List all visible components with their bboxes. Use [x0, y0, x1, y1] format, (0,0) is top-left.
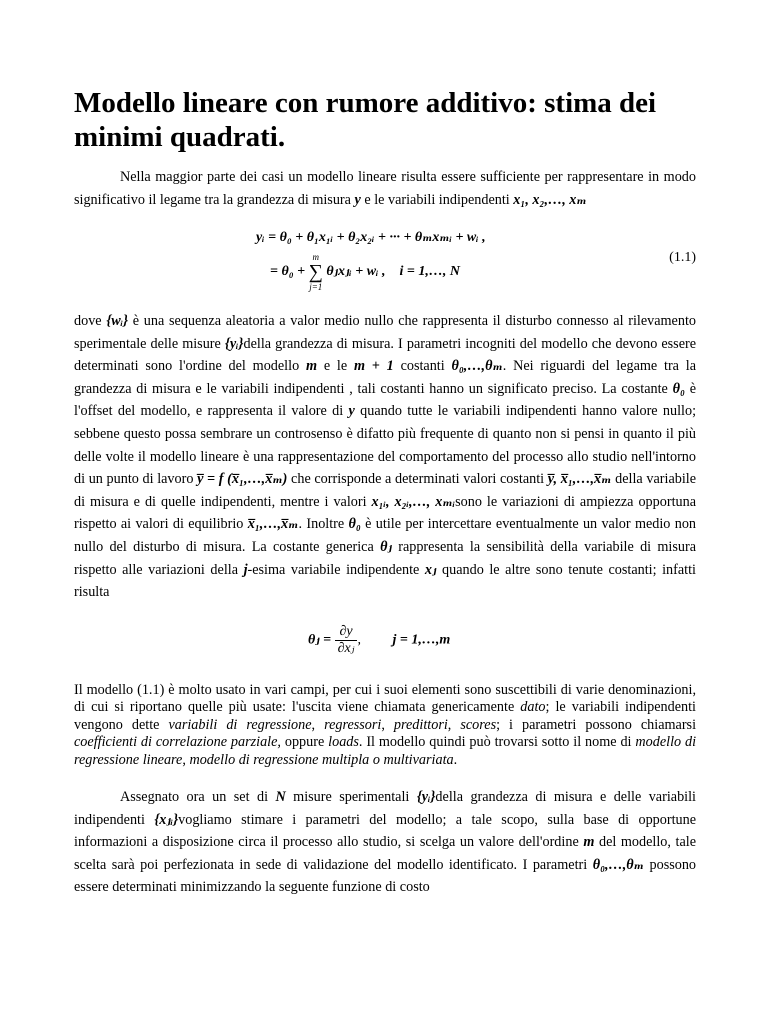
body-paragraph-2: dove {wᵢ} è una sequenza aleatoria a valor medio nullo che rappresenta il disturbo connesso al rilevamento sperimentale delle misure {yᵢ}della grandezza di misura. I parametri incogniti del modello che devono essere determinati sono l'ordine del modello m e le m + 1 costanti θ₀,…,θₘ. Nei riguardi del legame tra la grandezza di misura e le variabili indipendenti , tali costanti hanno un significato preciso. La costante θ₀ è l'offset del modello, e rappresenta il valore di y quando tutte le variabili indipendenti hanno valore nullo; sebbene questo possa sembrare un controsenso è difatto più frequente di quanto non si pensi in quanto il più delle volte il modello lineare è una rappresentazione del comportamento del processo allo studio nell'intorno di un punto di lavoro y̅ = f (x̅₁,…,x̅ₘ) che corrisponde a determinati valori costanti y̅, x̅₁,…,x̅ₘ della variabile di misura e di quelle indipendenti, mentre i valori x₁ᵢ, x₂ᵢ,…, xₘᵢsono le variazioni di ampiezza opportuna rispetto ai valori di equilibrio x̅₁,…,x̅ₘ. Inoltre θ₀ è utile per intercettare eventualmente un valor medio non nullo del disturbo di misura. La costante generica θⱼ rappresenta la sensibilità della variabile di misura rispetto alle variazioni della j-esima variabile indipendente xⱼ quando le altre sono tenute costanti; infatti risulta — [74, 313, 697, 601]
equation-number: (1.1) — [669, 250, 696, 265]
body-paragraph-3: Il modello (1.1) è molto usato in vari campi, per cui i suoi elementi sono suscettibili di varie denominazioni, di cui si riportano quelle più usate: l'uscita viene chiamata genericamente dato; le variabili indipendenti vengono dette variabili di regressione, regressori, predittori, scores; i parametri possono chiamarsi coefficienti di correlazione parziale, oppure loads. Il modello quindi può trovarsi sotto il nome di modello di regressione lineare, modello di regressione multipla o multivariata. — [74, 682, 697, 768]
math-y: y — [354, 191, 361, 208]
derivative-equation: θⱼ = $\frac{\partial y}{\text{∂xⱼ}}$ , j = 1,…,m — [308, 624, 451, 656]
derivative-fraction: $\frac{\partial y}{\text{∂xⱼ}}$ — [335, 624, 358, 657]
equation-line-2: = θ₀ + m ∑ j=1 θⱼxⱼᵢ + wᵢ , i = 1,…, N — [270, 252, 460, 292]
summation-symbol: m ∑ j=1 — [308, 252, 323, 292]
math-vars: x₁, x₂,…, xₘ — [513, 191, 587, 208]
section-title: Modello lineare con rumore additivo: stima dei minimi quadrati. — [74, 87, 657, 153]
body-paragraph-4: Assegnato ora un set di N misure sperimentali {yᵢ}della grandezza di misura e delle variabili indipendenti {xⱼᵢ}vogliamo stimare i parametri del modello; a tale scopo, sulla base di opportune informazioni a disposizione circa il processo allo studio, si scelga un valore dell'ordine m del modello, tale scelta sarà poi perfezionata in sede di validazione del modello identificato. I parametri θ₀,…,θₘ possono essere determinati minimizzando la seguente funzione di costo — [74, 789, 697, 896]
equation-line-1: yᵢ = θ₀ + θ₁x₁ᵢ + θ₂x₂ᵢ + ··· + θₘxₘᵢ + wᵢ , — [256, 230, 486, 245]
intro-paragraph: Nella maggior parte dei casi un modello lineare risulta essere sufficiente per rappresentare in modo significativo il legame tra la grandezza di misura y e le variabili indipendenti x₁, x₂,…, xₘ — [74, 169, 696, 208]
